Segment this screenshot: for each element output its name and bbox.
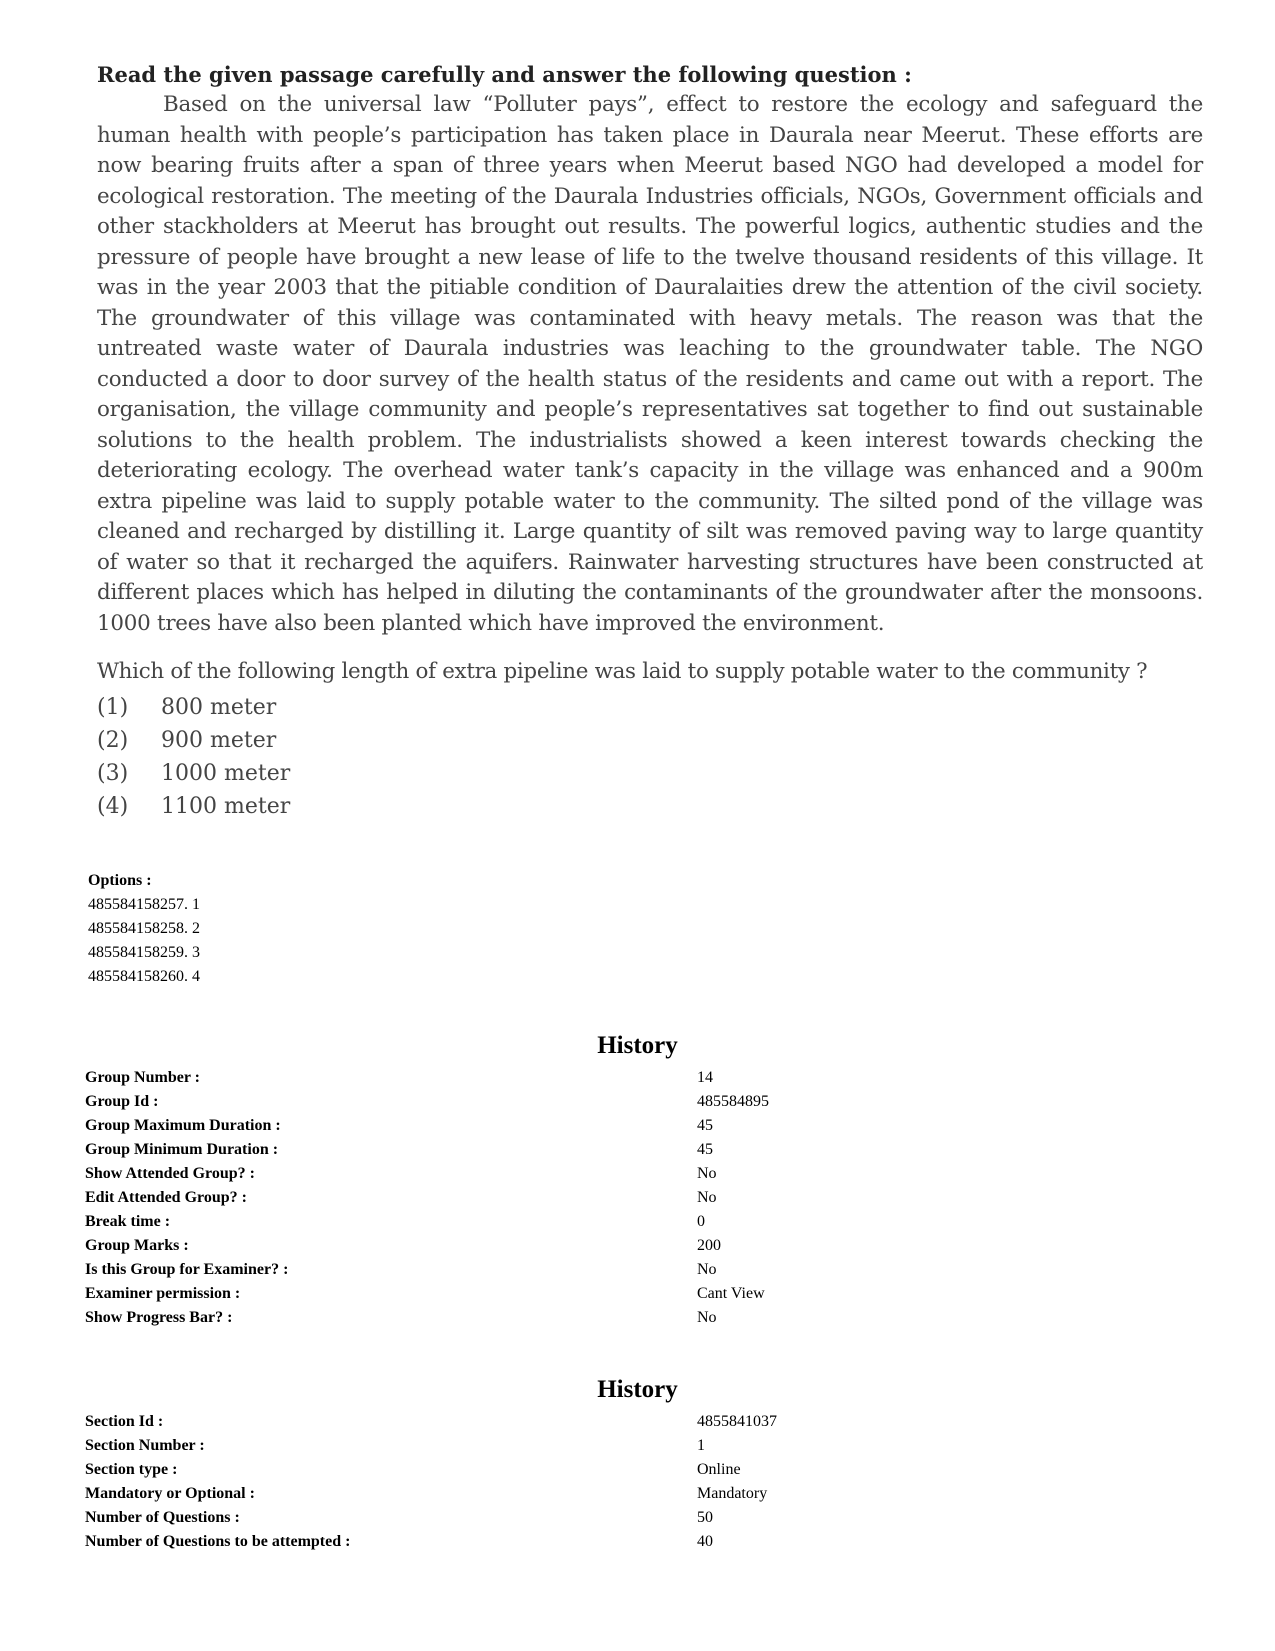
option-item: 485584158260. 4 <box>88 968 200 985</box>
group-info-table <box>85 1066 985 1330</box>
info-key: Number of Questions to be attempted : <box>85 1533 351 1550</box>
info-key: Mandatory or Optional : <box>85 1485 255 1502</box>
choice-4 <box>97 790 1203 823</box>
section-info-row <box>85 1410 985 1434</box>
info-value: 50 <box>697 1509 713 1526</box>
choice-number: (1) <box>97 695 129 720</box>
choice-1 <box>97 691 1203 724</box>
info-key: Group Marks : <box>85 1237 189 1254</box>
passage-body: Based on the universal law “Polluter pays”, effect to restore the ecology and safeguard the human health with people’s participation has taken place in Daurala near Meerut. These efforts are now bearing fruits after a span of three years when Meerut based NGO had developed a model for ecological restoration. The meeting of the Daurala Industries officials, NGOs, Government officials and other stackholders at Meerut has brought out results. The powerful logics, authentic studies and the pressure of people have brought a new lease of life to the twelve thousand residents of this village. It was in the year 2003 that the pitiable condition of Dauralaities drew the attention of the civil society. The groundwater of this village was contaminated with heavy metals. The reason was that the untreated waste water of Daurala industries was leaching to the groundwater table. The NGO conducted a door to door survey of the health status of the residents and came out with a report. The organisation, the village community and people’s representatives sat together to find out sustainable solutions to the health problem. The industrialists showed a keen interest towards checking the deteriorating ecology. The overhead water tank’s capacity in the village was enhanced and a 900m extra pipeline was laid to supply potable water to the community. The silted pond of the village was cleaned and recharged by distilling it. Large quantity of silt was removed paving way to large quantity of water so that it recharged the aquifers. Rainwater harvesting structures have been constructed at different places which has helped in diluting the contaminants of the groundwater after the monsoons. 1000 trees have also been planted which have improved the environment. <box>97 92 1203 636</box>
info-key: Group Number : <box>85 1069 200 1086</box>
choice-number: (4) <box>97 794 129 819</box>
info-key: Break time : <box>85 1213 171 1230</box>
choice-text: 900 meter <box>161 728 277 753</box>
section-info-row <box>85 1482 985 1506</box>
info-key: Group Id : <box>85 1093 159 1110</box>
info-value: 4855841037 <box>697 1413 777 1430</box>
options-list <box>88 869 200 989</box>
group-info-row <box>85 1162 985 1186</box>
info-key: Group Minimum Duration : <box>85 1141 279 1158</box>
info-key: Is this Group for Examiner? : <box>85 1261 289 1278</box>
choice-2 <box>97 724 1203 757</box>
info-key: Section Number : <box>85 1437 205 1454</box>
group-info-row <box>85 1186 985 1210</box>
info-value: 485584895 <box>697 1093 769 1110</box>
info-value: 45 <box>697 1117 713 1134</box>
question-text: Which of the following length of extra pipeline was laid to supply potable water to the community ? <box>97 659 1148 684</box>
info-value: 0 <box>697 1213 705 1230</box>
group-info-row <box>85 1114 985 1138</box>
info-value: 200 <box>697 1237 721 1254</box>
group-info-row <box>85 1282 985 1306</box>
option-item: 485584158257. 1 <box>88 896 200 913</box>
info-value: No <box>697 1189 717 1206</box>
group-info-row <box>85 1138 985 1162</box>
section-title: History <box>597 1376 678 1403</box>
choice-number: (2) <box>97 728 129 753</box>
option-item: 485584158259. 3 <box>88 944 200 961</box>
choice-text: 1000 meter <box>161 761 291 786</box>
group-info-row <box>85 1306 985 1330</box>
info-value: Online <box>697 1461 741 1478</box>
info-key: Edit Attended Group? : <box>85 1189 247 1206</box>
question-passage-image <box>97 60 1203 823</box>
options-label: Options : <box>88 872 152 889</box>
info-value: 45 <box>697 1141 713 1158</box>
info-value: No <box>697 1261 717 1278</box>
answer-choices <box>97 691 1203 823</box>
info-value: No <box>697 1165 717 1182</box>
section-info-row <box>85 1458 985 1482</box>
section-info-row <box>85 1506 985 1530</box>
choice-text: 800 meter <box>161 695 277 720</box>
info-key: Number of Questions : <box>85 1509 240 1526</box>
group-info-row <box>85 1066 985 1090</box>
choice-3 <box>97 757 1203 790</box>
group-info-row <box>85 1090 985 1114</box>
info-key: Section Id : <box>85 1413 164 1430</box>
group-info-row <box>85 1234 985 1258</box>
info-value: 14 <box>697 1069 713 1086</box>
info-value: Cant View <box>697 1285 765 1302</box>
info-value: No <box>697 1309 717 1326</box>
info-key: Examiner permission : <box>85 1285 241 1302</box>
option-item: 485584158258. 2 <box>88 920 200 937</box>
group-info-row <box>85 1210 985 1234</box>
section-info-table <box>85 1410 985 1554</box>
choice-text: 1100 meter <box>161 794 291 819</box>
info-key: Show Attended Group? : <box>85 1165 255 1182</box>
info-value: Mandatory <box>697 1485 768 1502</box>
passage-heading: Read the given passage carefully and answer the following question : <box>97 62 912 87</box>
choice-number: (3) <box>97 761 129 786</box>
group-title: History <box>597 1032 678 1059</box>
info-value: 1 <box>697 1437 705 1454</box>
section-info-row <box>85 1434 985 1458</box>
info-key: Group Maximum Duration : <box>85 1117 281 1134</box>
info-key: Section type : <box>85 1461 178 1478</box>
info-value: 40 <box>697 1533 713 1550</box>
group-info-row <box>85 1258 985 1282</box>
section-info-row <box>85 1530 985 1554</box>
info-key: Show Progress Bar? : <box>85 1309 233 1326</box>
